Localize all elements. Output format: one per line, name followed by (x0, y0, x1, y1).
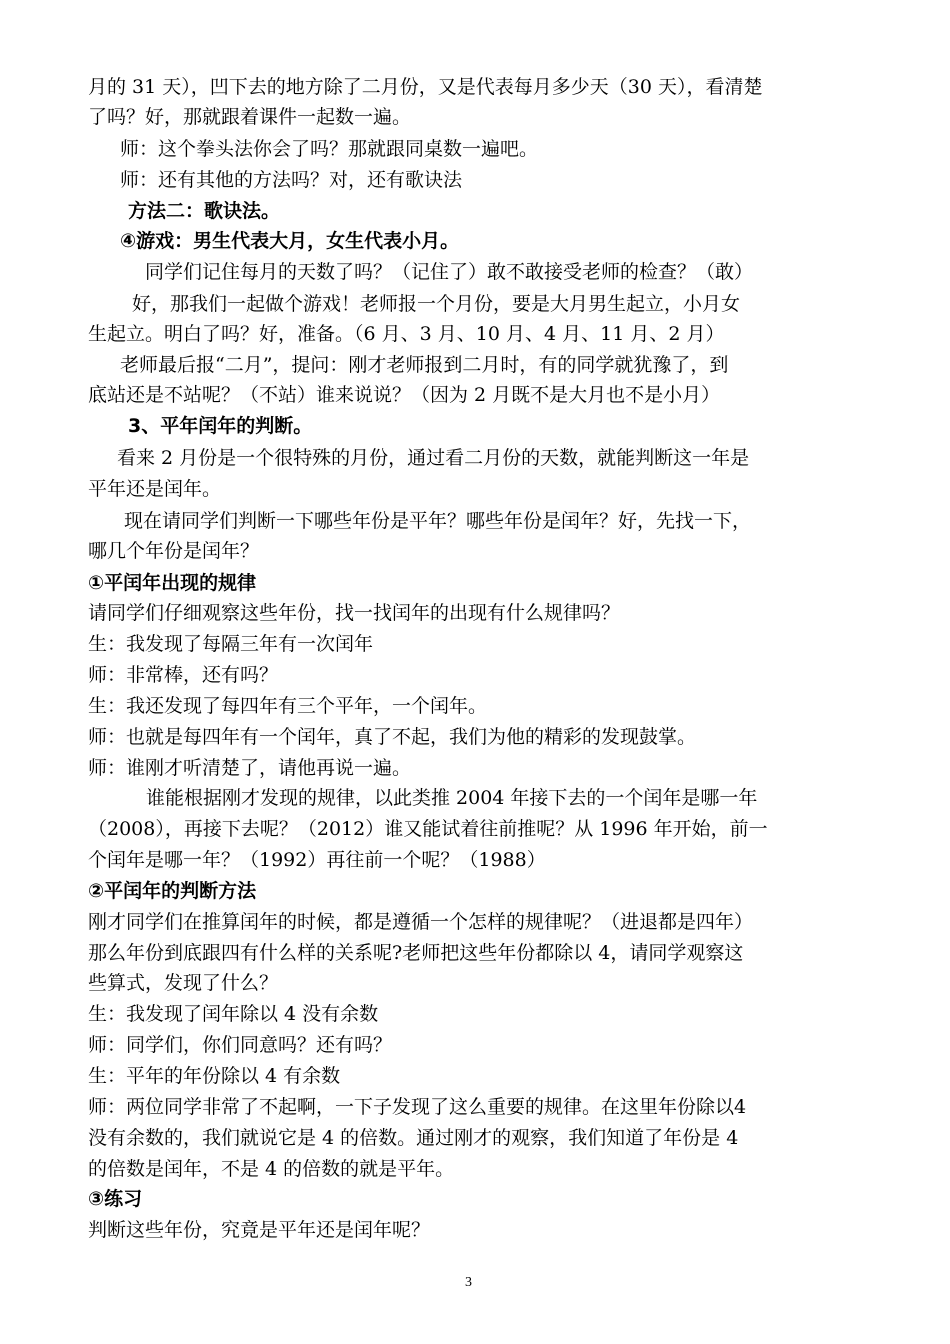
text-line: 个闰年是哪一年？（1992）再往前一个呢？（1988） (88, 849, 546, 871)
section-heading: ②平闰年的判断方法 (88, 880, 257, 902)
section-heading: ③练习 (88, 1188, 143, 1210)
text-line: 生：我还发现了每四年有三个平年，一个闰年。 (88, 695, 488, 717)
text-line: 请同学们仔细观察这些年份，找一找闰年的出现有什么规律吗？ (88, 602, 621, 624)
text-line: 判断这些年份，究竟是平年还是闰年呢？ (88, 1219, 431, 1241)
text-line: 师：谁刚才听清楚了，请他再说一遍。 (88, 757, 412, 779)
text-line: 师：非常棒，还有吗？ (88, 664, 279, 686)
text-line: 没有余数的，我们就说它是 4 的倍数。通过刚才的观察，我们知道了年份是 4 (88, 1127, 739, 1149)
text-line: 生：我发现了每隔三年有一次闰年 (88, 633, 374, 655)
text-line: 那么年份到底跟四有什么样的关系呢?老师把这些年份都除以 4，请同学观察这 (88, 942, 744, 964)
page-number: 3 (465, 1275, 472, 1290)
text-line: 师：两位同学非常了不起啊，一下子发现了这么重要的规律。在这里年份除以4 (88, 1096, 747, 1118)
text-line: 月的 31 天），凹下去的地方除了二月份，又是代表每月多少天（30 天），看清楚 (88, 76, 763, 98)
section-heading: ④游戏：男生代表大月，女生代表小月。 (120, 230, 460, 252)
text-line: 同学们记住每月的天数了吗？（记住了）敢不敢接受老师的检查？（敢） (145, 261, 754, 283)
text-line: 师：同学们，你们同意吗？还有吗？ (88, 1034, 393, 1056)
section-heading: 3、平年闰年的判断。 (128, 415, 313, 437)
text-line: 看来 2 月份是一个很特殊的月份，通过看二月份的天数，就能判断这一年是 (117, 447, 750, 469)
text-line: 了吗？好，那就跟着课件一起数一遍。 (88, 106, 412, 128)
section-heading: ①平闰年出现的规律 (88, 572, 257, 594)
text-line: 平年还是闰年。 (88, 478, 222, 500)
text-line: 哪几个年份是闰年？ (88, 540, 260, 562)
text-line: 谁能根据刚才发现的规律，以此类推 2004 年接下去的一个闰年是哪一年 (146, 787, 758, 809)
section-heading: 方法二：歌诀法。 (128, 200, 281, 222)
text-line: 老师最后报“二月”，提问：刚才老师报到二月时，有的同学就犹豫了，到 (120, 354, 729, 376)
text-line: 师：还有其他的方法吗？对，还有歌诀法 (120, 169, 463, 191)
text-line: （2008），再接下去呢？（2012）谁又能试着往前推呢？从 1996 年开始，前一 (88, 818, 768, 840)
text-line: 师：这个拳头法你会了吗？那就跟同桌数一遍吧。 (120, 138, 539, 160)
text-line: 现在请同学们判断一下哪些年份是平年？哪些年份是闰年？好，先找一下， (124, 510, 752, 532)
text-line: 生起立。明白了吗？好，准备。（6 月、3 月、10 月、4 月、11 月、2 月） (88, 323, 725, 345)
text-line: 些算式，发现了什么？ (88, 972, 279, 994)
text-line: 师：也就是每四年有一个闰年，真了不起，我们为他的精彩的发现鼓掌。 (88, 726, 697, 748)
text-line: 的倍数是闰年，不是 4 的倍数的就是平年。 (88, 1158, 455, 1180)
text-line: 生：我发现了闰年除以 4 没有余数 (88, 1003, 379, 1025)
text-line: 刚才同学们在推算闰年的时候，都是遵循一个怎样的规律呢？（进退都是四年） (88, 911, 754, 933)
text-line: 底站还是不站呢？（不站）谁来说说？（因为 2 月既不是大月也不是小月） (88, 384, 721, 406)
text-line: 生：平年的年份除以 4 有余数 (88, 1065, 341, 1087)
text-line: 好，那我们一起做个游戏！老师报一个月份，要是大月男生起立，小月女 (132, 293, 741, 315)
